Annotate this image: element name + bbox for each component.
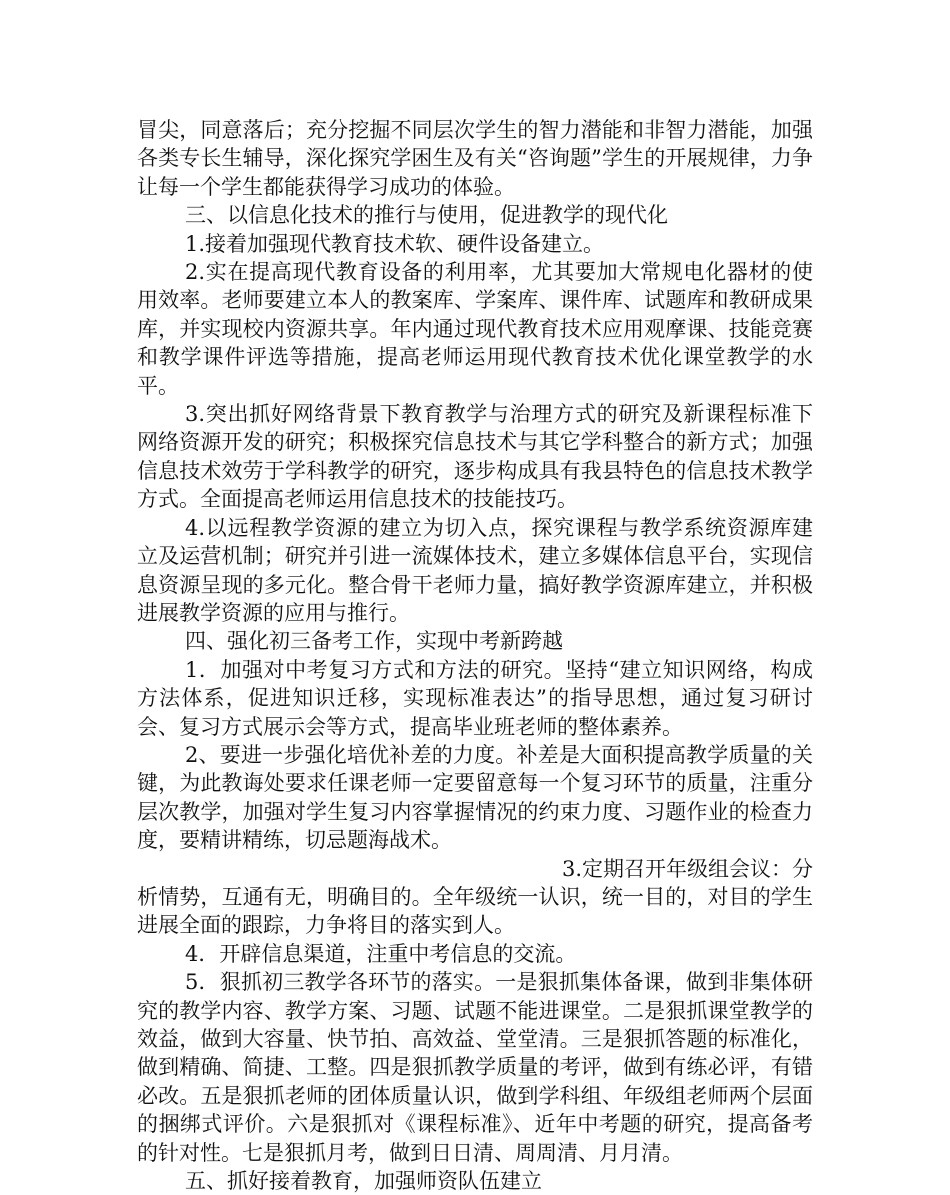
paragraph: 1．加强对中考复习方式和方法的研究。坚持“建立知识网络，构成方法体系，促进知识迁移，实现标准表达”的指导思想，通过复习研讨会、复习方式展示会等方式，提高毕业班老师的整体素养。 (137, 657, 813, 739)
paragraph: 2.实在提高现代教育设备的利用率，尤其要加大常规电化器材的使用效率。老师要建立本人的教案库、学案库、课件库、试题库和教研成果库，并实现校内资源共享。年内通过现代教育技术应用观摩课、技能竞赛和教学课件评选等措施，提高老师运用现代教育技术优化课堂教学的水平。 (137, 260, 813, 398)
paragraph: 1.接着加强现代教育技术软、硬件设备建立。 (185, 231, 605, 256)
paragraph: 析情势，互通有无，明确目的。全年级统一认识，统一目的，对目的学生进展全面的跟踪，力争将目的落实到人。 (137, 884, 813, 938)
paragraph: 4.以远程教学资源的建立为切入点，探究课程与教学系统资源库建立及运营机制；研究并引进一流媒体技术，建立多媒体信息平台，实现信息资源呈现的多元化。整合骨干老师力量，搞好教学资源库建立，并积极进展教学资源的应用与推行。 (137, 515, 813, 625)
paragraph: 5．狠抓初三教学各环节的落实。一是狠抓集体备课，做到非集体研究的教学内容、教学方案、习题、试题不能进课堂。二是狠抓课堂教学的效益，做到大容量、快节拍、高效益、堂堂清。三是狠抓答题的标准化，做到精确、简捷、工整。四是狠抓教学质量的考评，做到有练必评，有错必改。五是狠抓老师的团体质量认识，做到学科组、年级组老师两个层面的捆绑式评价。六是狠抓对《课程标准》、近年中考题的研究，提高备考的针对性。七是狠抓月考，做到日日清、周周清、月月清。 (137, 970, 813, 1165)
paragraph: 冒尖，同意落后；充分挖掘不同层次学生的智力潜能和非智力潜能，加强各类专长生辅导，深化探究学困生及有关“咨询题”学生的开展规律，力争让每一个学生都能获得学习成功的体验。 (137, 118, 813, 199)
paragraph: 3.突出抓好网络背景下教育教学与治理方式的研究及新课程标准下网络资源开发的研究；积极探究信息技术与其它学科整合的新方式；加强信息技术效劳于学科教学的研究，逐步构成具有我县特色的信息技术教学方式。全面提高老师运用信息技术的技能技巧。 (137, 402, 813, 512)
paragraph: 4．开辟信息渠道，注重中考信息的交流。 (185, 941, 577, 966)
paragraph: 3.定期召开年级组会议：分 (561, 856, 813, 881)
paragraph: 2、要进一步强化培优补差的力度。补差是大面积提高教学质量的关键，为此教诲处要求任课老师一定要留意每一个复习环节的质量，注重分层次教学，加强对学生复习内容掌握情况的约束力度、习题作业的检查力度，要精讲精练，切忌题海战术。 (137, 742, 813, 853)
section-heading: 三、以信息化技术的推行与使用，促进教学的现代化 (185, 203, 668, 228)
section-heading: 四、强化初三备考工作，实现中考新跨越 (185, 629, 563, 654)
section-heading: 五、抓好接着教育，加强师资队伍建立 (185, 1169, 542, 1194)
document-body (137, 116, 813, 1195)
